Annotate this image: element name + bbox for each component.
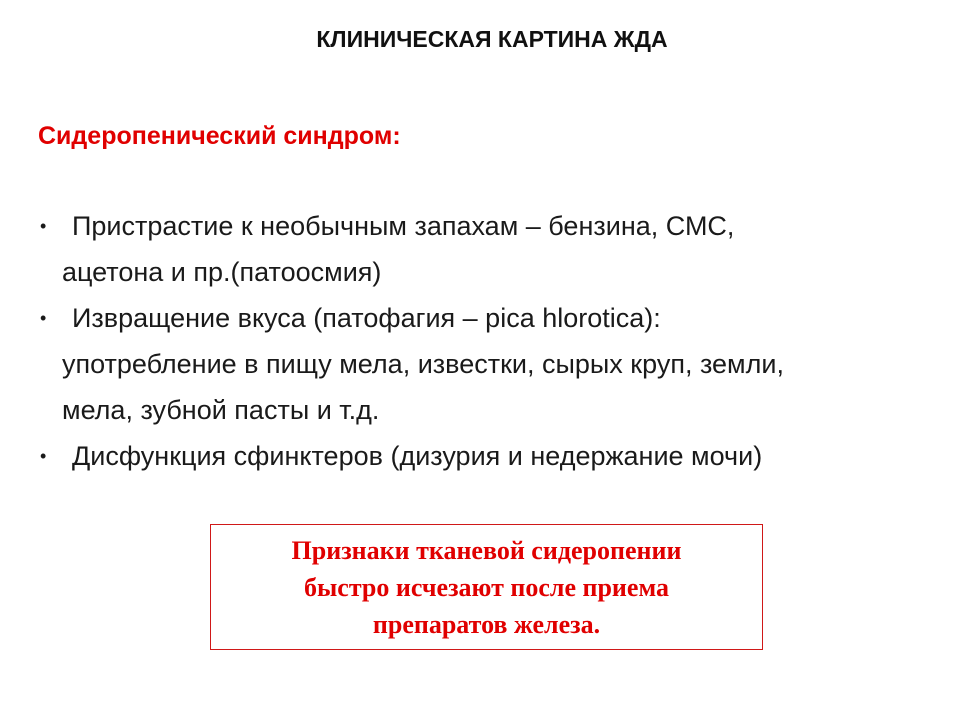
section-heading: Сидеропенический синдром: xyxy=(38,122,401,150)
bullet-list xyxy=(38,203,938,479)
bullet-text-line: мела, зубной пасты и т.д. xyxy=(62,395,380,425)
bullet-icon: • xyxy=(40,446,47,466)
bullet-text-line: ацетона и пр.(патоосмия) xyxy=(62,257,382,287)
note-line: быстро исчезают после приема xyxy=(304,572,669,602)
bullet-icon: • xyxy=(40,216,47,236)
bullet-item-patofagia xyxy=(38,295,938,433)
bullet-text-line: употребление в пищу мела, известки, сырых круп, земли, xyxy=(62,349,784,379)
bullet-text-line: Дисфункция сфинктеров (дизурия и недержание мочи) xyxy=(72,441,763,471)
bullet-item-patoosmia xyxy=(38,203,938,295)
note-line: Признаки тканевой сидеропении xyxy=(291,535,682,565)
note-box xyxy=(210,524,763,650)
note-line: препаратов железа. xyxy=(372,609,601,639)
bullet-icon: • xyxy=(40,308,47,328)
slide-title: КЛИНИЧЕСКАЯ КАРТИНА ЖДА xyxy=(316,26,668,52)
bullet-text-line: Пристрастие к необычным запахам – бензина, СМС, xyxy=(72,211,735,241)
bullet-text-line: Извращение вкуса (патофагия – pica hlorotica): xyxy=(72,303,661,333)
bullet-item-sphincter-dysfunction xyxy=(38,433,938,479)
